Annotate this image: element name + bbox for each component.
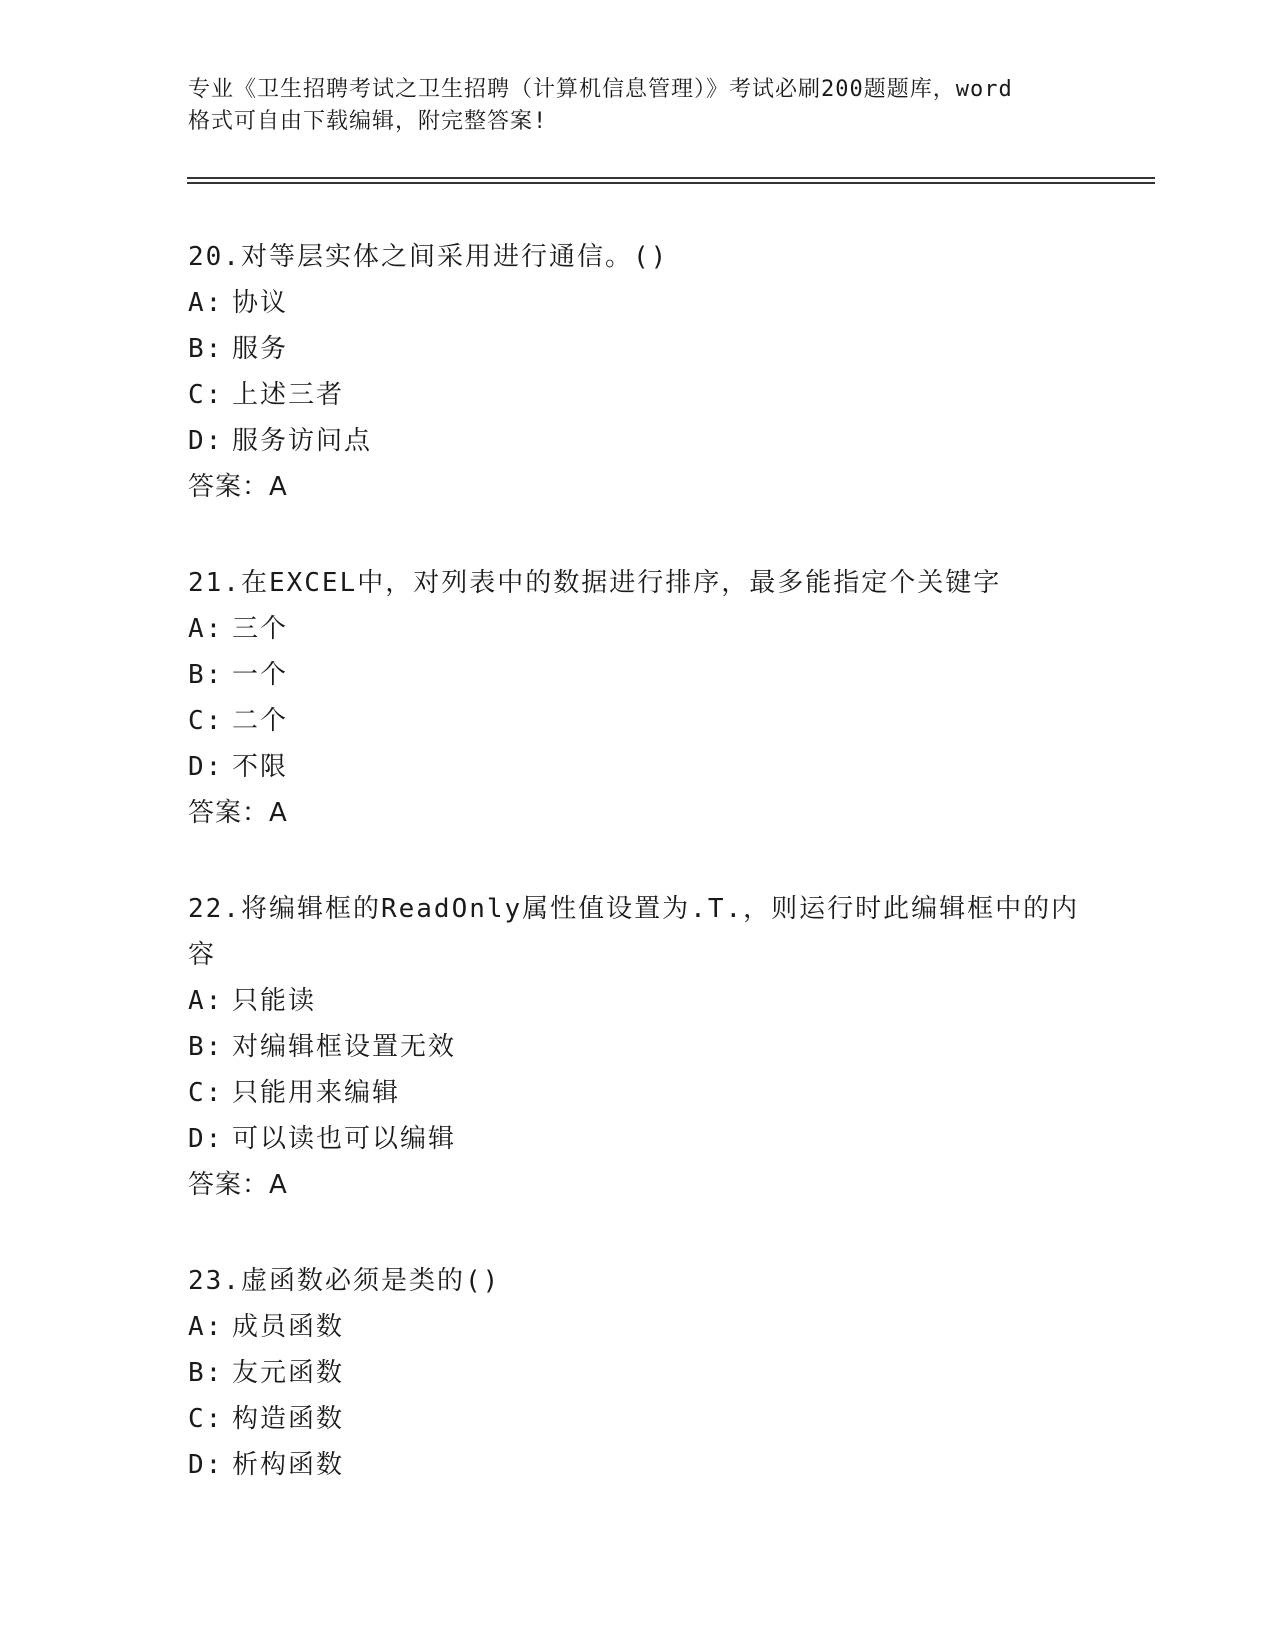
option-b <box>188 1350 1088 1396</box>
question-stem: 20.对等层实体之间采用进行通信。() <box>188 242 669 272</box>
option-text: 只能读 <box>232 986 317 1016</box>
option-text: 三个 <box>232 614 289 644</box>
option-text: 服务访问点 <box>232 426 373 456</box>
question-stem: 21.在EXCEL中，对列表中的数据进行排序，最多能指定个关键字 <box>188 568 1002 598</box>
question-22 <box>188 886 1088 1208</box>
header-divider-top <box>187 177 1155 179</box>
question-21 <box>188 560 1088 836</box>
option-key: D: <box>188 752 224 782</box>
option-text: 上述三者 <box>232 380 345 410</box>
option-text: 成员函数 <box>232 1312 345 1342</box>
option-text: 只能用来编辑 <box>232 1078 401 1108</box>
option-text: 析构函数 <box>232 1450 345 1480</box>
option-d <box>188 418 1088 464</box>
option-d <box>188 744 1088 790</box>
option-text: 对编辑框设置无效 <box>232 1032 457 1062</box>
option-key: B: <box>188 660 224 690</box>
option-key: A: <box>188 288 224 318</box>
option-key: B: <box>188 334 224 364</box>
option-text: 一个 <box>232 660 289 690</box>
option-d <box>188 1442 1088 1488</box>
option-text: 可以读也可以编辑 <box>232 1124 457 1154</box>
option-c <box>188 372 1088 418</box>
header-divider-bottom <box>187 182 1155 184</box>
option-key: D: <box>188 1450 224 1480</box>
question-stem: 23.虚函数必须是类的() <box>188 1266 501 1296</box>
option-text: 二个 <box>232 706 289 736</box>
answer-line: 答案：A <box>188 1170 288 1200</box>
option-key: D: <box>188 1124 224 1154</box>
option-key: C: <box>188 706 224 736</box>
option-text: 不限 <box>232 752 289 782</box>
option-a <box>188 978 1088 1024</box>
option-key: C: <box>188 1404 224 1434</box>
option-text: 友元函数 <box>232 1358 345 1388</box>
option-text: 服务 <box>232 334 289 364</box>
question-20 <box>188 234 1088 510</box>
question-23 <box>188 1258 1088 1488</box>
option-a <box>188 1304 1088 1350</box>
option-c <box>188 698 1088 744</box>
document-header <box>188 74 1088 138</box>
option-c <box>188 1070 1088 1116</box>
option-text: 构造函数 <box>232 1404 345 1434</box>
answer-line: 答案：A <box>188 472 288 502</box>
option-key: A: <box>188 614 224 644</box>
option-b <box>188 652 1088 698</box>
option-b <box>188 326 1088 372</box>
option-key: B: <box>188 1358 224 1388</box>
option-d <box>188 1116 1088 1162</box>
option-key: C: <box>188 1078 224 1108</box>
option-key: C: <box>188 380 224 410</box>
answer-line: 答案：A <box>188 798 288 828</box>
option-key: B: <box>188 1032 224 1062</box>
header-title-line-2: 格式可自由下载编辑，附完整答案! <box>188 109 548 134</box>
option-key: A: <box>188 986 224 1016</box>
option-text: 协议 <box>232 288 289 318</box>
header-title-line-1: 专业《卫生招聘考试之卫生招聘（计算机信息管理）》考试必刷200题题库，word <box>188 77 1013 102</box>
question-list <box>188 234 1088 1538</box>
option-a <box>188 280 1088 326</box>
question-stem: 22.将编辑框的ReadOnly属性值设置为.T.，则运行时此编辑框中的内容 <box>188 894 1080 970</box>
option-a <box>188 606 1088 652</box>
option-b <box>188 1024 1088 1070</box>
option-c <box>188 1396 1088 1442</box>
option-key: A: <box>188 1312 224 1342</box>
option-key: D: <box>188 426 224 456</box>
